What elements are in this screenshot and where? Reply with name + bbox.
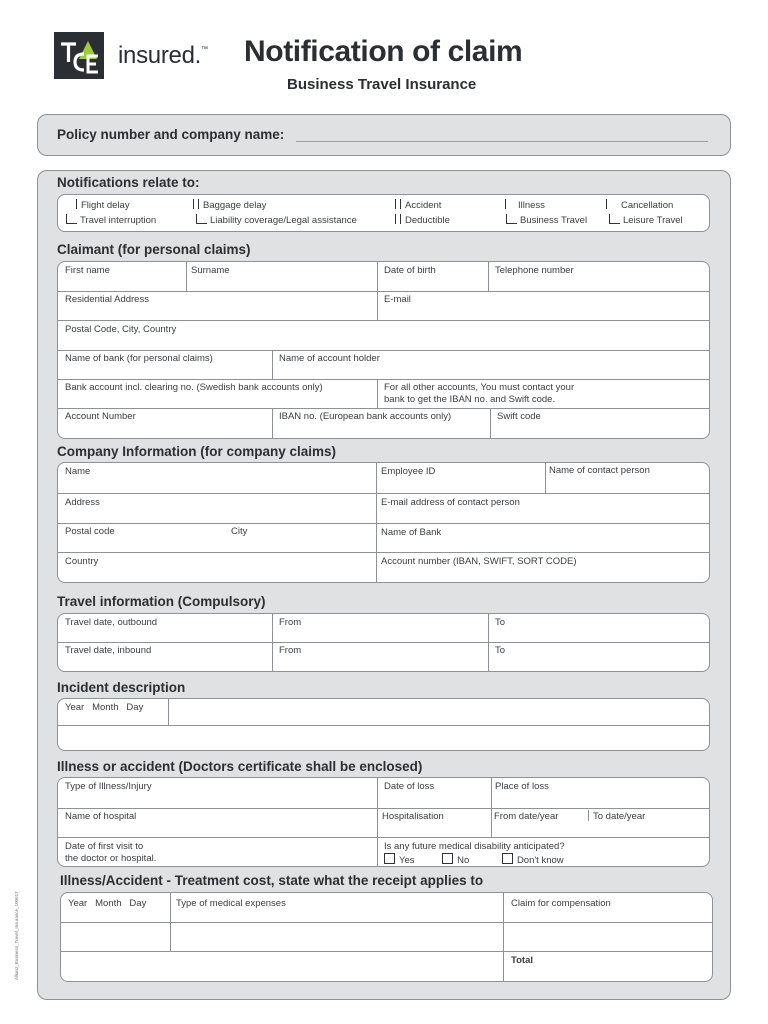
hospital-name-field[interactable]: Name of hospital xyxy=(65,811,137,822)
outbound-date-field[interactable]: Travel date, outbound xyxy=(65,617,158,628)
notifications-title: Notifications relate to: xyxy=(57,175,200,190)
employee-id-field[interactable]: Employee ID xyxy=(381,466,436,477)
bank-name-company-field[interactable]: Name of Bank xyxy=(381,527,442,538)
incident-title: Incident description xyxy=(57,680,186,695)
to-date-field[interactable]: To date/year xyxy=(593,811,646,822)
company-box xyxy=(57,462,710,583)
treatment-title: Illness/Accident - Treatment cost, state what the receipt applies to xyxy=(60,873,484,888)
business-travel-checkbox[interactable]: Business Travel xyxy=(506,214,587,226)
treatment-box xyxy=(60,892,713,982)
other-accounts-note: For all other accounts, You must contact your bank to get the IBAN no. and Swift code. xyxy=(384,382,575,405)
company-title: Company Information (for company claims) xyxy=(57,444,337,459)
page-subtitle: Business Travel Insurance xyxy=(287,76,477,93)
inbound-date-field[interactable]: Travel date, inbound xyxy=(65,645,152,656)
expense-type-field[interactable]: Type of medical expenses xyxy=(176,898,286,909)
outbound-from-field[interactable]: From xyxy=(279,617,302,628)
account-number-field[interactable]: Account Number xyxy=(65,411,136,422)
account-holder-field[interactable]: Name of account holder xyxy=(279,353,380,364)
disability-question: Is any future medical disability anticipated? Yes No Don't know xyxy=(384,841,565,866)
accident-checkbox[interactable]: Accident xyxy=(395,199,441,211)
contact-person-field[interactable]: Name of contact person xyxy=(549,465,650,476)
incident-description-field[interactable] xyxy=(169,699,709,725)
policy-label: Policy number and company name: xyxy=(57,127,285,142)
baggage-delay-checkbox[interactable]: Baggage delay xyxy=(193,199,266,211)
page-title: Notification of claim xyxy=(244,35,523,68)
incident-date-field[interactable]: Year Month Day xyxy=(65,702,144,713)
flight-delay-checkbox[interactable]: Flight delay xyxy=(76,199,130,211)
travel-title: Travel information (Compulsory) xyxy=(57,594,266,609)
leisure-travel-checkbox[interactable]: Leisure Travel xyxy=(609,214,683,226)
first-name-field[interactable]: First name xyxy=(65,265,110,276)
cancellation-checkbox[interactable]: Cancellation xyxy=(606,199,673,211)
country-field[interactable]: Country xyxy=(65,556,99,567)
deductible-checkbox[interactable]: Deductible xyxy=(395,214,450,226)
notifications-box xyxy=(57,194,710,232)
iban-field[interactable]: IBAN no. (European bank accounts only) xyxy=(279,411,452,422)
treatment-date-field[interactable]: Year Month Day xyxy=(68,898,147,909)
company-address-field[interactable]: Address xyxy=(65,497,100,508)
liability-checkbox[interactable]: Liability coverage/Legal assistance xyxy=(196,214,357,226)
dob-field[interactable]: Date of birth xyxy=(384,265,436,276)
email-field[interactable]: E-mail xyxy=(384,294,411,305)
bank-name-field[interactable]: Name of bank (for personal claims) xyxy=(65,353,213,364)
date-of-loss-field[interactable]: Date of loss xyxy=(384,781,435,792)
travel-interruption-checkbox[interactable]: Travel interruption xyxy=(66,214,156,226)
contact-email-field[interactable]: E-mail address of contact person xyxy=(381,497,520,508)
bank-account-field[interactable]: Bank account incl. clearing no. (Swedish bank accounts only) xyxy=(65,382,323,393)
claimant-box xyxy=(57,261,710,439)
postal-field[interactable]: Postal Code, City, Country xyxy=(65,324,177,335)
inbound-to-field[interactable]: To xyxy=(495,645,506,656)
outbound-to-field[interactable]: To xyxy=(495,617,506,628)
residential-address-field[interactable]: Residential Address xyxy=(65,294,149,305)
from-date-field[interactable]: From date/year xyxy=(494,811,559,822)
brand-name: insured.™ xyxy=(118,42,208,69)
disability-no-checkbox[interactable]: No xyxy=(442,855,469,866)
document-code: Allianz_Business_Travel_Insurance_100617 xyxy=(14,891,19,980)
telephone-field[interactable]: Telephone number xyxy=(495,265,574,276)
illness-box xyxy=(57,777,710,867)
postal-code-field[interactable]: Postal code xyxy=(65,526,115,537)
illness-title: Illness or accident (Doctors certificate shall be enclosed) xyxy=(57,759,423,774)
claim-compensation-field[interactable]: Claim for compensation xyxy=(511,898,611,909)
hospitalisation-field[interactable]: Hospitalisation xyxy=(382,811,444,822)
claimant-title: Claimant (for personal claims) xyxy=(57,242,251,257)
company-account-field[interactable]: Account number (IBAN, SWIFT, SORT CODE) xyxy=(381,556,577,567)
logo-mark-icon xyxy=(54,32,104,79)
first-visit-field[interactable]: Date of first visit to the doctor or hospital. xyxy=(65,841,157,864)
place-of-loss-field[interactable]: Place of loss xyxy=(495,781,549,792)
company-logo xyxy=(54,32,104,79)
surname-field[interactable]: Surname xyxy=(191,265,230,276)
illness-checkbox[interactable]: Illness xyxy=(505,199,545,211)
company-name-field[interactable]: Name xyxy=(65,466,91,477)
swift-field[interactable]: Swift code xyxy=(497,411,541,422)
travel-box xyxy=(57,613,710,672)
city-field[interactable]: City xyxy=(231,526,248,537)
illness-type-field[interactable]: Type of Illness/Injury xyxy=(65,781,152,792)
disability-yes-checkbox[interactable]: Yes xyxy=(384,855,415,866)
incident-description-line2[interactable] xyxy=(58,726,709,750)
incident-box xyxy=(57,698,710,751)
policy-input-line[interactable] xyxy=(296,141,708,142)
disability-dont-know-checkbox[interactable]: Don't know xyxy=(502,855,564,866)
total-field[interactable]: Total xyxy=(511,955,533,966)
inbound-from-field[interactable]: From xyxy=(279,645,302,656)
